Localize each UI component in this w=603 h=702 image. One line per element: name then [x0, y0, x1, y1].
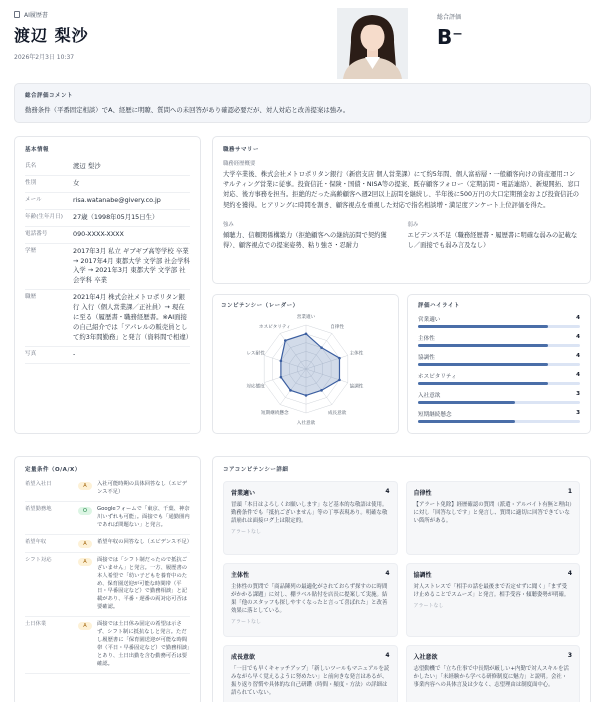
info-key: 電話番号 — [25, 230, 48, 237]
radar-point — [289, 389, 292, 392]
info-value: 2021年4月 株式会社メトロポリタン銀行 入行（個人営業課／正社員）→ 現在に至る（履歴書・職務経歴書。※AI面接の自己紹介では「アパレルの販売員として約3年間勤務」と発言（資料間で相違） — [73, 293, 193, 341]
condition-value: Googleフォームで「東京、千葉、神奈川いずれも可能」。面接でも「通勤圏内であれば問題ない」と発言。 — [97, 505, 190, 528]
core-competency-header — [231, 570, 390, 579]
radar-point — [320, 389, 323, 392]
highlight-header — [418, 391, 580, 399]
highlight-header — [418, 353, 580, 361]
radar-point — [280, 360, 283, 363]
highlight-header — [418, 372, 580, 380]
condition-badge: A — [78, 482, 92, 490]
info-key: 職歴 — [25, 294, 37, 301]
condition-badge: A — [78, 622, 92, 630]
condition-value: 希望年収の回答なし（エビデンス不足） — [97, 538, 193, 545]
radar-axis-label: 対応態度 — [246, 384, 265, 390]
core-competency-header — [414, 570, 573, 579]
core-competency-score: 3 — [567, 652, 572, 659]
highlight-bar-track — [418, 420, 580, 423]
radar-axis-label: 短期継続懸念 — [261, 410, 289, 416]
overall-comment-title: 総合評価コメント — [25, 93, 74, 99]
radar-axis-label: 入社意欲 — [296, 421, 316, 426]
header-tag — [14, 10, 314, 19]
condition-key: 希望年収 — [25, 538, 47, 545]
core-competency-text: 対人ストレスで「相手の話を最後まで否定せずに聞く」「まず受け止めることでスムーズ」と発言。相手受容・傾聴姿勢が明確。 — [413, 584, 570, 599]
core-competency-name: 自律性 — [413, 490, 432, 497]
basic-info-title: 基本情報 — [25, 147, 50, 153]
condition-key: シフト対応 — [25, 556, 52, 563]
info-value: 27歳（1998年05月15日生） — [73, 212, 159, 221]
core-competency-item — [223, 481, 398, 555]
strength-label: 強み — [223, 221, 234, 228]
core-competency-name: 成長意欲 — [231, 654, 256, 661]
core-competency-score: 1 — [567, 488, 572, 495]
highlight-item — [418, 372, 580, 385]
core-competency-item — [223, 563, 398, 637]
radar-axis-label: 成長意欲 — [327, 410, 347, 416]
highlight-item — [418, 353, 580, 366]
core-competency-text: 【アラート免除】経歴確認の質問（派遣・アルバイト有無と理由）に対し「回答なしです」と発言し、質問に適切に回答できていない箇所がある。 — [413, 502, 572, 525]
highlight-item — [418, 334, 580, 347]
condition-row — [25, 617, 190, 674]
highlight-header — [418, 410, 580, 418]
highlight-header — [418, 334, 580, 342]
strength-weakness — [223, 214, 580, 251]
radar-axis-label: 協調性 — [349, 384, 364, 390]
info-row — [25, 159, 190, 176]
highlight-bar-fill — [418, 344, 548, 347]
info-key: 学歴 — [25, 247, 37, 254]
info-row — [25, 347, 190, 364]
job-summary-title: 職務サマリー — [223, 147, 260, 153]
info-value: 090-XXXX-XXXX — [73, 229, 124, 238]
condition-key: 土日休業 — [25, 621, 47, 628]
core-competency-text: 主体性の質問で「商品陳列の最適化がされておらず探すのに時間がかかる課題」に対し、棚ラベル貼付を店長に提案して実施。結果「他のスタッフも探しやすくなったと言って喜ばれた」と改善効果に落としている。 — [231, 584, 388, 615]
highlight-label: ホスピタリティ — [418, 374, 457, 380]
highlight-bar-fill — [418, 401, 515, 404]
radar-axis-label: ホスピタリティ — [258, 325, 291, 331]
header — [14, 10, 314, 70]
core-competency-item — [406, 563, 581, 637]
condition-value: 面接では「シフト制だったので抵抗ございません」と発言。一方、履歴書の本人希望で「幼い子どもを養育中のため、保育園送迎が可能な時間帯（平日・早番固定など）で勤務相談」と記載があり、平番・遅番の両対応可否は要確認。 — [97, 556, 188, 611]
radar-point — [338, 379, 341, 382]
radar-point — [338, 357, 341, 360]
highlight-item — [418, 391, 580, 404]
info-key: 性別 — [25, 179, 37, 186]
core-competency-item — [406, 645, 581, 702]
info-key: メール — [25, 196, 42, 203]
strength-block — [223, 214, 396, 251]
conditions-title: 定量条件（O/A/X） — [25, 467, 81, 473]
job-summary-card — [212, 136, 591, 284]
highlight-bar-track — [418, 382, 580, 385]
basic-info-card — [14, 136, 201, 434]
info-row — [25, 210, 190, 227]
highlight-bar-track — [418, 401, 580, 404]
core-competency-note: アラートなし — [231, 619, 262, 626]
core-competency-note: アラートなし — [231, 529, 262, 536]
core-competency-score: 4 — [385, 652, 390, 659]
highlight-bar-track — [418, 363, 580, 366]
document-icon — [14, 11, 20, 18]
conditions-list — [25, 477, 193, 674]
radar-axis-label: 主体性 — [349, 351, 364, 357]
highlight-bar-fill — [418, 363, 548, 366]
highlight-header — [418, 315, 580, 323]
radar-chart — [213, 309, 400, 433]
created-date: 2026年2月3日 10:37 — [14, 54, 75, 61]
radar-point — [284, 339, 287, 342]
core-competency-header — [231, 488, 390, 497]
info-row — [25, 193, 190, 210]
core-competency-item — [406, 481, 581, 555]
core-competency-note: アラートなし — [413, 603, 444, 610]
core-competency-card — [212, 456, 591, 702]
candidate-photo — [337, 8, 408, 79]
highlight-bar-fill — [418, 325, 548, 328]
core-competency-title: コアコンピテンシー詳細 — [223, 467, 289, 473]
core-competency-text: 「一日でも早くキャッチアップ」「新しいツールもマニュアルを読みながら早く覚えるように努めたい」と前向きな発言はあるが、振り返り習慣や具体的な自己研鑽（時間・頻度・方法）の詳細は語られていない。 — [231, 666, 390, 697]
highlights-card — [407, 294, 591, 434]
condition-row — [25, 535, 193, 553]
highlight-label: 営業適い — [418, 317, 441, 323]
info-key: 年齢(生年月日) — [25, 213, 63, 220]
core-competency-header — [414, 652, 573, 661]
grade-label: 総合評価 — [437, 14, 462, 21]
highlight-label: 主体性 — [418, 336, 435, 342]
info-value: risa.watanabe@givery.co.jp — [73, 195, 161, 204]
radar-series-area — [281, 334, 340, 396]
highlight-label: 短期継続懸念 — [418, 412, 452, 418]
highlight-item — [418, 315, 580, 328]
radar-axis-label: レス耐性 — [246, 351, 265, 357]
core-competency-header — [231, 652, 390, 661]
highlight-bar-track — [418, 325, 580, 328]
candidate-name: 渡辺 梨沙 — [14, 26, 89, 45]
info-row — [25, 176, 190, 193]
core-competency-text: 冒頭「本日はよろしくお願いします」など基本的な敬語は使用。勤務条件でも「抵抗ございません」等の丁寧表現あり。明確な敬語崩れは面接ログ上は限定的。 — [231, 502, 388, 525]
strength-text: 傾聴力、信頼関係構築力（拒絶顧客への継続訪問で契約獲得）、顧客視点での提案姿勢、粘り強さ・忍耐力 — [223, 231, 387, 249]
core-competency-name: 主体性 — [231, 572, 250, 579]
core-competency-name: 協調性 — [413, 572, 432, 579]
info-value: 渡辺 梨沙 — [73, 162, 101, 170]
info-row — [25, 290, 193, 347]
overall-comment-card — [14, 83, 591, 123]
core-competency-grid — [223, 481, 580, 702]
condition-badge: O — [78, 507, 92, 515]
core-competency-item — [223, 645, 398, 702]
highlight-label: 入社意欲 — [418, 393, 441, 399]
info-value: - — [73, 349, 76, 358]
header-tag-label: AI履歴書 — [24, 12, 48, 19]
highlights-title: 評価ハイライト — [418, 303, 460, 309]
highlight-label: 協調性 — [418, 355, 435, 361]
condition-badge: A — [78, 540, 92, 548]
radar-point — [280, 376, 283, 379]
radar-title: コンピテンシー（レーダー） — [221, 303, 299, 309]
condition-row — [25, 553, 190, 618]
condition-key: 希望勤務地 — [25, 505, 52, 512]
info-key: 氏名 — [25, 163, 37, 169]
highlight-bar-fill — [418, 382, 548, 385]
info-key: 写真 — [25, 350, 37, 357]
core-competency-score: 4 — [385, 488, 390, 495]
core-competency-text: 志望動機で「立ち仕事で中長期が厳しい+内勤で対人スキルを活かしたい」「未経験から学べる研修制度に魅力」と説明。会社・事業内容への具体言及は少なく、志望理由は制度面中心。 — [413, 666, 569, 689]
highlight-score: 3 — [576, 391, 580, 397]
highlight-score: 3 — [576, 410, 580, 416]
radar-point — [320, 346, 323, 349]
core-competency-score: 4 — [385, 570, 390, 577]
overall-comment-text: 勤務条件（平番固定相談）でA、経歴に明瞭、質問への未回答があり確認必要だが、対人対応と改善提案は強み。 — [25, 106, 350, 114]
condition-key: 希望入社日 — [25, 481, 52, 487]
highlight-score: 4 — [576, 315, 580, 321]
overview-label: 職務経歴概要 — [223, 161, 256, 167]
highlight-score: 4 — [576, 353, 580, 359]
core-competency-name: 営業適い — [231, 490, 256, 497]
condition-value: 入社可能時期の具体回答なし（エビデンス不足） — [97, 481, 188, 495]
condition-value: 面接では土日休み固定の希望は示さず、シフト制に抵抗なしと発言。ただし履歴書に「保育園送迎が可能な時間帯（平日・早番固定など）で勤務相談」とあり、土日出勤を含む勤務可否は要確認。 — [97, 621, 190, 667]
info-row — [25, 227, 190, 244]
weakness-text: エビデンス不足（職務経歴書・履歴書に明確な弱みの記載なし／面接でも弱み言及なし） — [407, 231, 578, 249]
highlights-list — [418, 315, 580, 423]
info-value: 女 — [73, 178, 80, 187]
basic-info-list — [25, 159, 193, 364]
grade-value: B⁻ — [437, 25, 463, 49]
weakness-block — [408, 214, 581, 251]
highlight-score: 4 — [576, 334, 580, 340]
overview-text: 大学卒業後、株式会社メトロポリタン銀行（新宿支店 個人営業課）にて約5年間、個人富裕層・一般顧客向けの資産運用コンサルティング営業に従事。投資信託・保険・国債・NISA等の提案、既存顧客フォロー（定期訪問・電話連絡）、新規開拓、窓口対応、後方事務を担当。拒絶的だった高齢顧客へ週2回以上訪問を継続し、半年後に500万円の大口定期預金および投資信託の契約を獲得。ヒアリングに時間を割き、顧客視点を重視した対応で指名相談増・満足度アンケート上位評価を得た。 — [223, 171, 580, 209]
highlight-bar-track — [418, 344, 580, 347]
highlight-bar-fill — [418, 420, 515, 423]
core-competency-header — [414, 488, 573, 497]
radar-axis-label: 営業適い — [296, 315, 316, 320]
highlight-item — [418, 410, 580, 423]
info-row — [25, 244, 190, 291]
weakness-label: 弱み — [407, 221, 419, 228]
core-competency-name: 入社意欲 — [413, 654, 438, 661]
competency-radar-card — [212, 294, 399, 434]
highlight-score: 4 — [576, 372, 580, 378]
core-competency-score: 4 — [567, 570, 572, 577]
overall-grade — [437, 12, 463, 49]
info-value: 2017年3月 私立 ギブギブ高等学校 卒業 → 2017年4月 東都大学 文学部 社会学科 入学 → 2021年3月 東都大学 文学部 社会学科 卒業 — [73, 246, 190, 285]
radar-point — [305, 394, 308, 397]
radar-axis-label: 自律性 — [330, 325, 345, 331]
condition-badge: A — [78, 558, 92, 566]
condition-row — [25, 502, 190, 535]
conditions-card — [14, 456, 201, 702]
condition-row — [25, 477, 190, 502]
radar-point — [305, 333, 308, 336]
